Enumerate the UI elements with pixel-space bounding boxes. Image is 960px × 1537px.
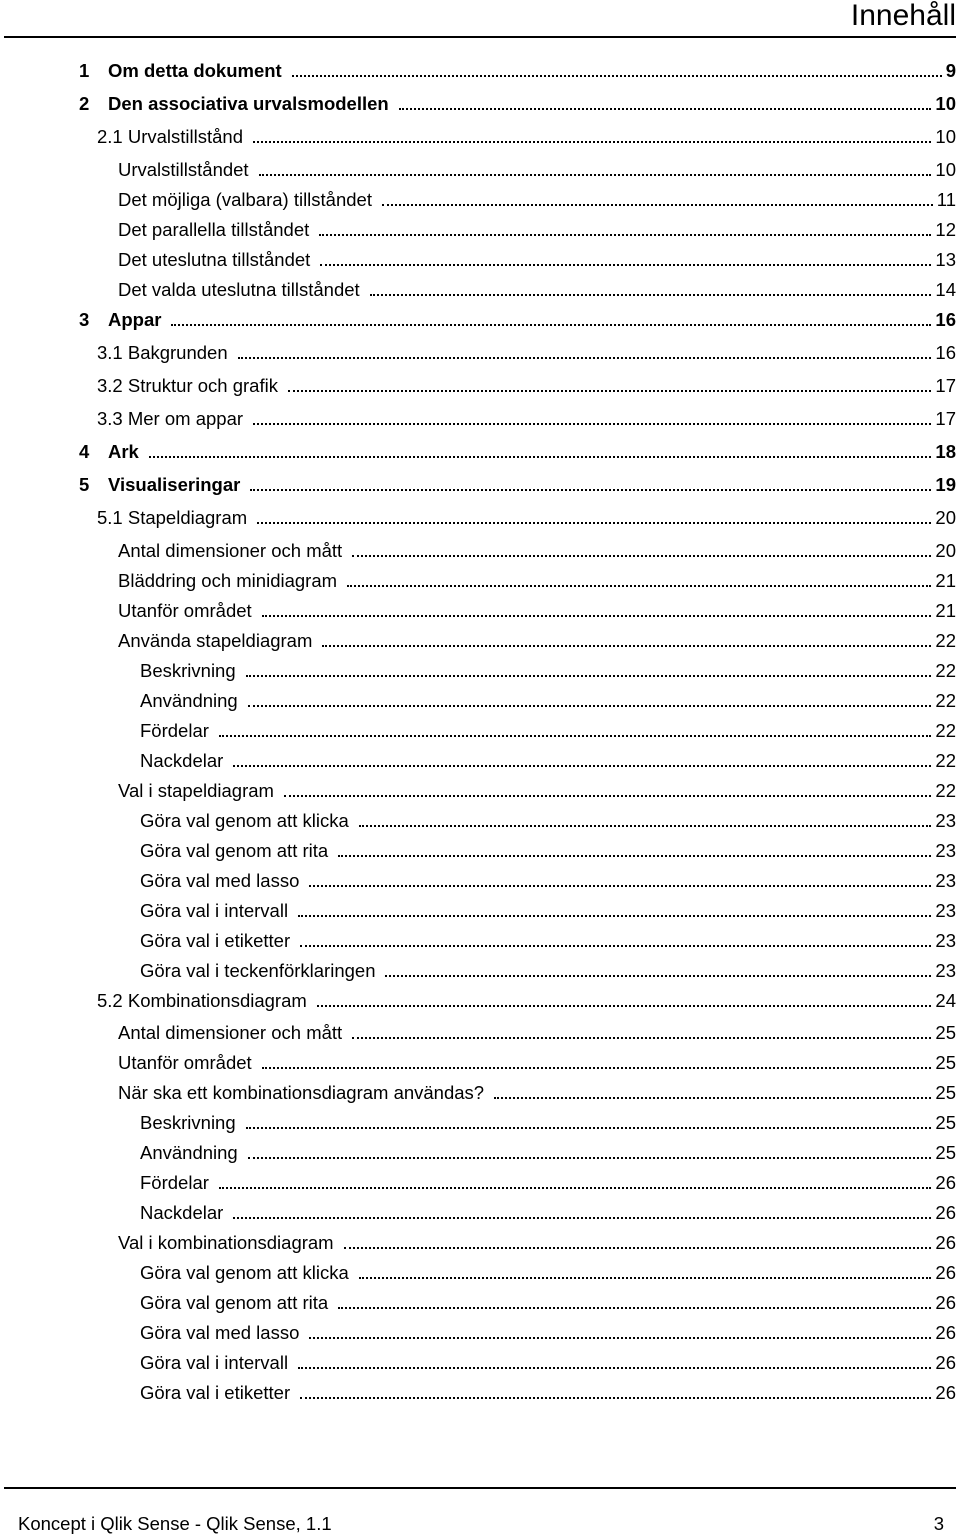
toc-entry[interactable]: [118, 1228, 956, 1254]
toc-entry[interactable]: [118, 215, 956, 241]
toc-entry[interactable]: [97, 338, 956, 364]
toc-chapter-number: 5: [79, 474, 90, 495]
toc-entry-label: Appar: [108, 309, 162, 330]
toc-entry-label: Göra val genom att rita: [140, 1292, 329, 1313]
toc-dot-leader: [219, 1187, 932, 1189]
toc-page-number: 9: [945, 60, 956, 81]
toc-entry[interactable]: [79, 305, 956, 331]
toc-entry[interactable]: [140, 806, 956, 832]
footer-page-number: 3: [933, 1513, 944, 1534]
toc-entry[interactable]: [140, 1168, 956, 1194]
toc-page-number: 21: [935, 570, 956, 591]
toc-entry-label: 3.3 Mer om appar: [97, 408, 244, 429]
toc-entry[interactable]: [118, 626, 956, 652]
toc-dot-leader: [259, 174, 932, 176]
toc-dot-leader: [253, 141, 931, 143]
toc-page-number: 21: [935, 600, 956, 621]
toc-entry-label: Val i kombinationsdiagram: [118, 1232, 334, 1253]
toc-dot-leader: [298, 1367, 931, 1369]
toc-dot-leader: [233, 765, 931, 767]
toc-entry-label: Ark: [108, 441, 139, 462]
toc-page-number: 26: [935, 1322, 956, 1343]
toc-dot-leader: [370, 294, 932, 296]
toc-entry[interactable]: [118, 275, 956, 301]
toc-entry-label: 3.2 Struktur och grafik: [97, 375, 278, 396]
toc-entry[interactable]: [97, 503, 956, 529]
toc-dot-leader: [253, 423, 931, 425]
toc-dot-leader: [309, 1337, 931, 1339]
toc-dot-leader: [246, 675, 932, 677]
toc-entry[interactable]: [97, 122, 956, 148]
toc-entry-label: Nackdelar: [140, 1202, 224, 1223]
toc-dot-leader: [319, 234, 931, 236]
toc-entry[interactable]: [118, 245, 956, 271]
toc-chapter-number: 2: [79, 93, 90, 114]
toc-entry[interactable]: [140, 926, 956, 952]
toc-dot-leader: [149, 456, 932, 458]
toc-entry-label: Göra val genom att rita: [140, 840, 329, 861]
toc-entry-label: Göra val i teckenförklaringen: [140, 960, 376, 981]
toc-page-number: 25: [935, 1052, 956, 1073]
toc-entry-label: Om detta dokument: [108, 60, 282, 81]
toc-page-number: 26: [935, 1262, 956, 1283]
toc-entry[interactable]: [118, 566, 956, 592]
toc-page-number: 11: [936, 189, 956, 210]
toc-entry[interactable]: [118, 1048, 956, 1074]
toc-entry-label: Fördelar: [140, 1172, 209, 1193]
toc-dot-leader: [171, 324, 931, 326]
toc-dot-leader: [300, 945, 931, 947]
toc-page-number: 20: [935, 540, 956, 561]
page-title: Innehåll: [850, 0, 956, 32]
toc-entry[interactable]: [97, 404, 956, 430]
toc-page-number: 25: [935, 1022, 956, 1043]
toc-entry[interactable]: [140, 716, 956, 742]
toc-entry[interactable]: [97, 986, 956, 1012]
toc-dot-leader: [248, 705, 932, 707]
toc-dot-leader: [352, 1037, 931, 1039]
toc-entry-label: Antal dimensioner och mått: [118, 1022, 343, 1043]
toc-dot-leader: [233, 1217, 931, 1219]
toc-page-number: 19: [935, 474, 956, 495]
toc-entry[interactable]: [140, 1378, 956, 1404]
toc-page-number: 22: [935, 660, 956, 681]
toc-entry[interactable]: [140, 1318, 956, 1344]
footer-document-title: Koncept i Qlik Sense - Qlik Sense, 1.1: [18, 1513, 332, 1534]
toc-dot-leader: [359, 825, 932, 827]
toc-dot-leader: [288, 390, 931, 392]
toc-dot-leader: [298, 915, 931, 917]
toc-entry-label: Användning: [140, 1142, 238, 1163]
toc-page-number: 26: [935, 1382, 956, 1403]
toc-dot-leader: [399, 108, 932, 110]
toc-dot-leader: [382, 204, 933, 206]
toc-entry[interactable]: [140, 686, 956, 712]
toc-entry-label: Fördelar: [140, 720, 209, 741]
toc-dot-leader: [262, 615, 932, 617]
footer-divider: [4, 1487, 956, 1489]
toc-entry-label: Använda stapeldiagram: [118, 630, 313, 651]
toc-page-number: 22: [935, 720, 956, 741]
toc-chapter-number: 3: [79, 309, 90, 330]
toc-dot-leader: [219, 735, 932, 737]
toc-entry-label: När ska ett kombinationsdiagram användas?: [118, 1082, 485, 1103]
toc-page-number: 25: [935, 1082, 956, 1103]
toc-entry[interactable]: [140, 1348, 956, 1374]
toc-page-number: 26: [935, 1232, 956, 1253]
toc-page-number: 10: [935, 93, 956, 114]
toc-entry[interactable]: [79, 437, 956, 463]
toc-entry-label: Utanför området: [118, 1052, 252, 1073]
toc-page-number: 26: [935, 1172, 956, 1193]
toc-dot-leader: [338, 1307, 931, 1309]
toc-page-number: 18: [935, 441, 956, 462]
toc-page-number: 17: [935, 408, 956, 429]
toc-page-number: 23: [935, 960, 956, 981]
toc-entry[interactable]: [140, 1108, 956, 1134]
toc-entry[interactable]: [118, 185, 956, 211]
toc-entry-label: Det valda uteslutna tillståndet: [118, 279, 360, 300]
toc-chapter-number: 4: [79, 441, 90, 462]
toc-entry-label: Bläddring och minidiagram: [118, 570, 338, 591]
toc-entry[interactable]: [140, 1258, 956, 1284]
toc-dot-leader: [300, 1397, 931, 1399]
toc-page-number: 26: [935, 1292, 956, 1313]
toc-dot-leader: [284, 795, 931, 797]
toc-page-number: 16: [935, 342, 956, 363]
toc-page-number: 20: [935, 507, 956, 528]
toc-page-number: 25: [935, 1112, 956, 1133]
toc-entry[interactable]: [118, 596, 956, 622]
toc-entry-label: Den associativa urvalsmodellen: [108, 93, 389, 114]
toc-entry[interactable]: [79, 56, 956, 82]
toc-entry-label: Göra val med lasso: [140, 870, 300, 891]
toc-page-number: 25: [935, 1142, 956, 1163]
toc-entry[interactable]: [97, 371, 956, 397]
toc-entry[interactable]: [140, 896, 956, 922]
toc-dot-leader: [322, 645, 931, 647]
toc-dot-leader: [317, 1005, 932, 1007]
toc-dot-leader: [262, 1067, 932, 1069]
toc-entry-label: Det parallella tillståndet: [118, 219, 310, 240]
toc-page-number: 10: [935, 126, 956, 147]
toc-entry-label: Val i stapeldiagram: [118, 780, 274, 801]
toc-entry[interactable]: [118, 536, 956, 562]
toc-page-number: 23: [935, 840, 956, 861]
toc-page-number: 26: [935, 1352, 956, 1373]
toc-dot-leader: [338, 855, 931, 857]
toc-page-number: 26: [935, 1202, 956, 1223]
toc-entry[interactable]: [140, 866, 956, 892]
toc-dot-leader: [320, 264, 931, 266]
toc-entry-label: Göra val i intervall: [140, 1352, 289, 1373]
toc-dot-leader: [309, 885, 931, 887]
toc-dot-leader: [494, 1097, 931, 1099]
toc-page-number: 13: [935, 249, 956, 270]
toc-entry-label: Beskrivning: [140, 660, 236, 681]
toc-page-number: 12: [935, 219, 956, 240]
toc-dot-leader: [352, 555, 931, 557]
toc-dot-leader: [246, 1127, 932, 1129]
toc-page-number: 22: [935, 630, 956, 651]
toc-entry[interactable]: [79, 89, 956, 115]
toc-dot-leader: [248, 1157, 932, 1159]
toc-entry-label: Göra val i intervall: [140, 900, 289, 921]
toc-entry-label: 2.1 Urvalstillstånd: [97, 126, 244, 147]
toc-entry-label: 3.1 Bakgrunden: [97, 342, 228, 363]
toc-entry[interactable]: [140, 956, 956, 982]
toc-entry-label: Utanför området: [118, 600, 252, 621]
toc-dot-leader: [257, 522, 931, 524]
toc-entry[interactable]: [140, 656, 956, 682]
toc-page-number: 14: [935, 279, 956, 300]
toc-dot-leader: [238, 357, 932, 359]
toc-entry[interactable]: [140, 746, 956, 772]
toc-page-number: 24: [935, 990, 956, 1011]
toc-entry[interactable]: [118, 776, 956, 802]
toc-page-number: 16: [935, 309, 956, 330]
toc-page-number: 23: [935, 900, 956, 921]
toc-entry-label: Användning: [140, 690, 238, 711]
toc-dot-leader: [385, 975, 931, 977]
toc-chapter-number: 1: [79, 60, 90, 81]
toc-entry-label: Göra val i etiketter: [140, 1382, 291, 1403]
toc-entry[interactable]: [118, 1078, 956, 1104]
toc-entry[interactable]: [118, 1018, 956, 1044]
toc-entry[interactable]: [140, 1288, 956, 1314]
toc-page-number: 23: [935, 810, 956, 831]
toc-entry-label: Antal dimensioner och mått: [118, 540, 343, 561]
toc-dot-leader: [292, 75, 942, 77]
toc-entry[interactable]: [140, 1138, 956, 1164]
toc-entry-label: Göra val med lasso: [140, 1322, 300, 1343]
toc-page-number: 22: [935, 750, 956, 771]
toc-entry[interactable]: [140, 836, 956, 862]
toc-page-number: 17: [935, 375, 956, 396]
toc-entry[interactable]: [79, 470, 956, 496]
toc-entry-label: Göra val genom att klicka: [140, 810, 349, 831]
toc-dot-leader: [347, 585, 931, 587]
toc-dot-leader: [359, 1277, 932, 1279]
toc-page-number: 23: [935, 870, 956, 891]
toc-entry-label: Nackdelar: [140, 750, 224, 771]
toc-entry[interactable]: [140, 1198, 956, 1224]
toc-page-number: 23: [935, 930, 956, 951]
toc-entry-label: Det uteslutna tillståndet: [118, 249, 311, 270]
toc-entry-label: 5.1 Stapeldiagram: [97, 507, 248, 528]
toc-entry-label: 5.2 Kombinationsdiagram: [97, 990, 307, 1011]
toc-entry-label: Visualiseringar: [108, 474, 241, 495]
toc-entry[interactable]: [118, 155, 956, 181]
toc-entry-label: Göra val genom att klicka: [140, 1262, 349, 1283]
toc-dot-leader: [250, 489, 931, 491]
toc-page-number: 22: [935, 780, 956, 801]
toc-entry-label: Det möjliga (valbara) tillståndet: [118, 189, 372, 210]
toc-entry-label: Beskrivning: [140, 1112, 236, 1133]
toc-page-number: 10: [935, 159, 956, 180]
toc-page-number: 22: [935, 690, 956, 711]
toc-entry-label: Göra val i etiketter: [140, 930, 291, 951]
toc-dot-leader: [344, 1247, 932, 1249]
toc-entry-label: Urvalstillståndet: [118, 159, 249, 180]
